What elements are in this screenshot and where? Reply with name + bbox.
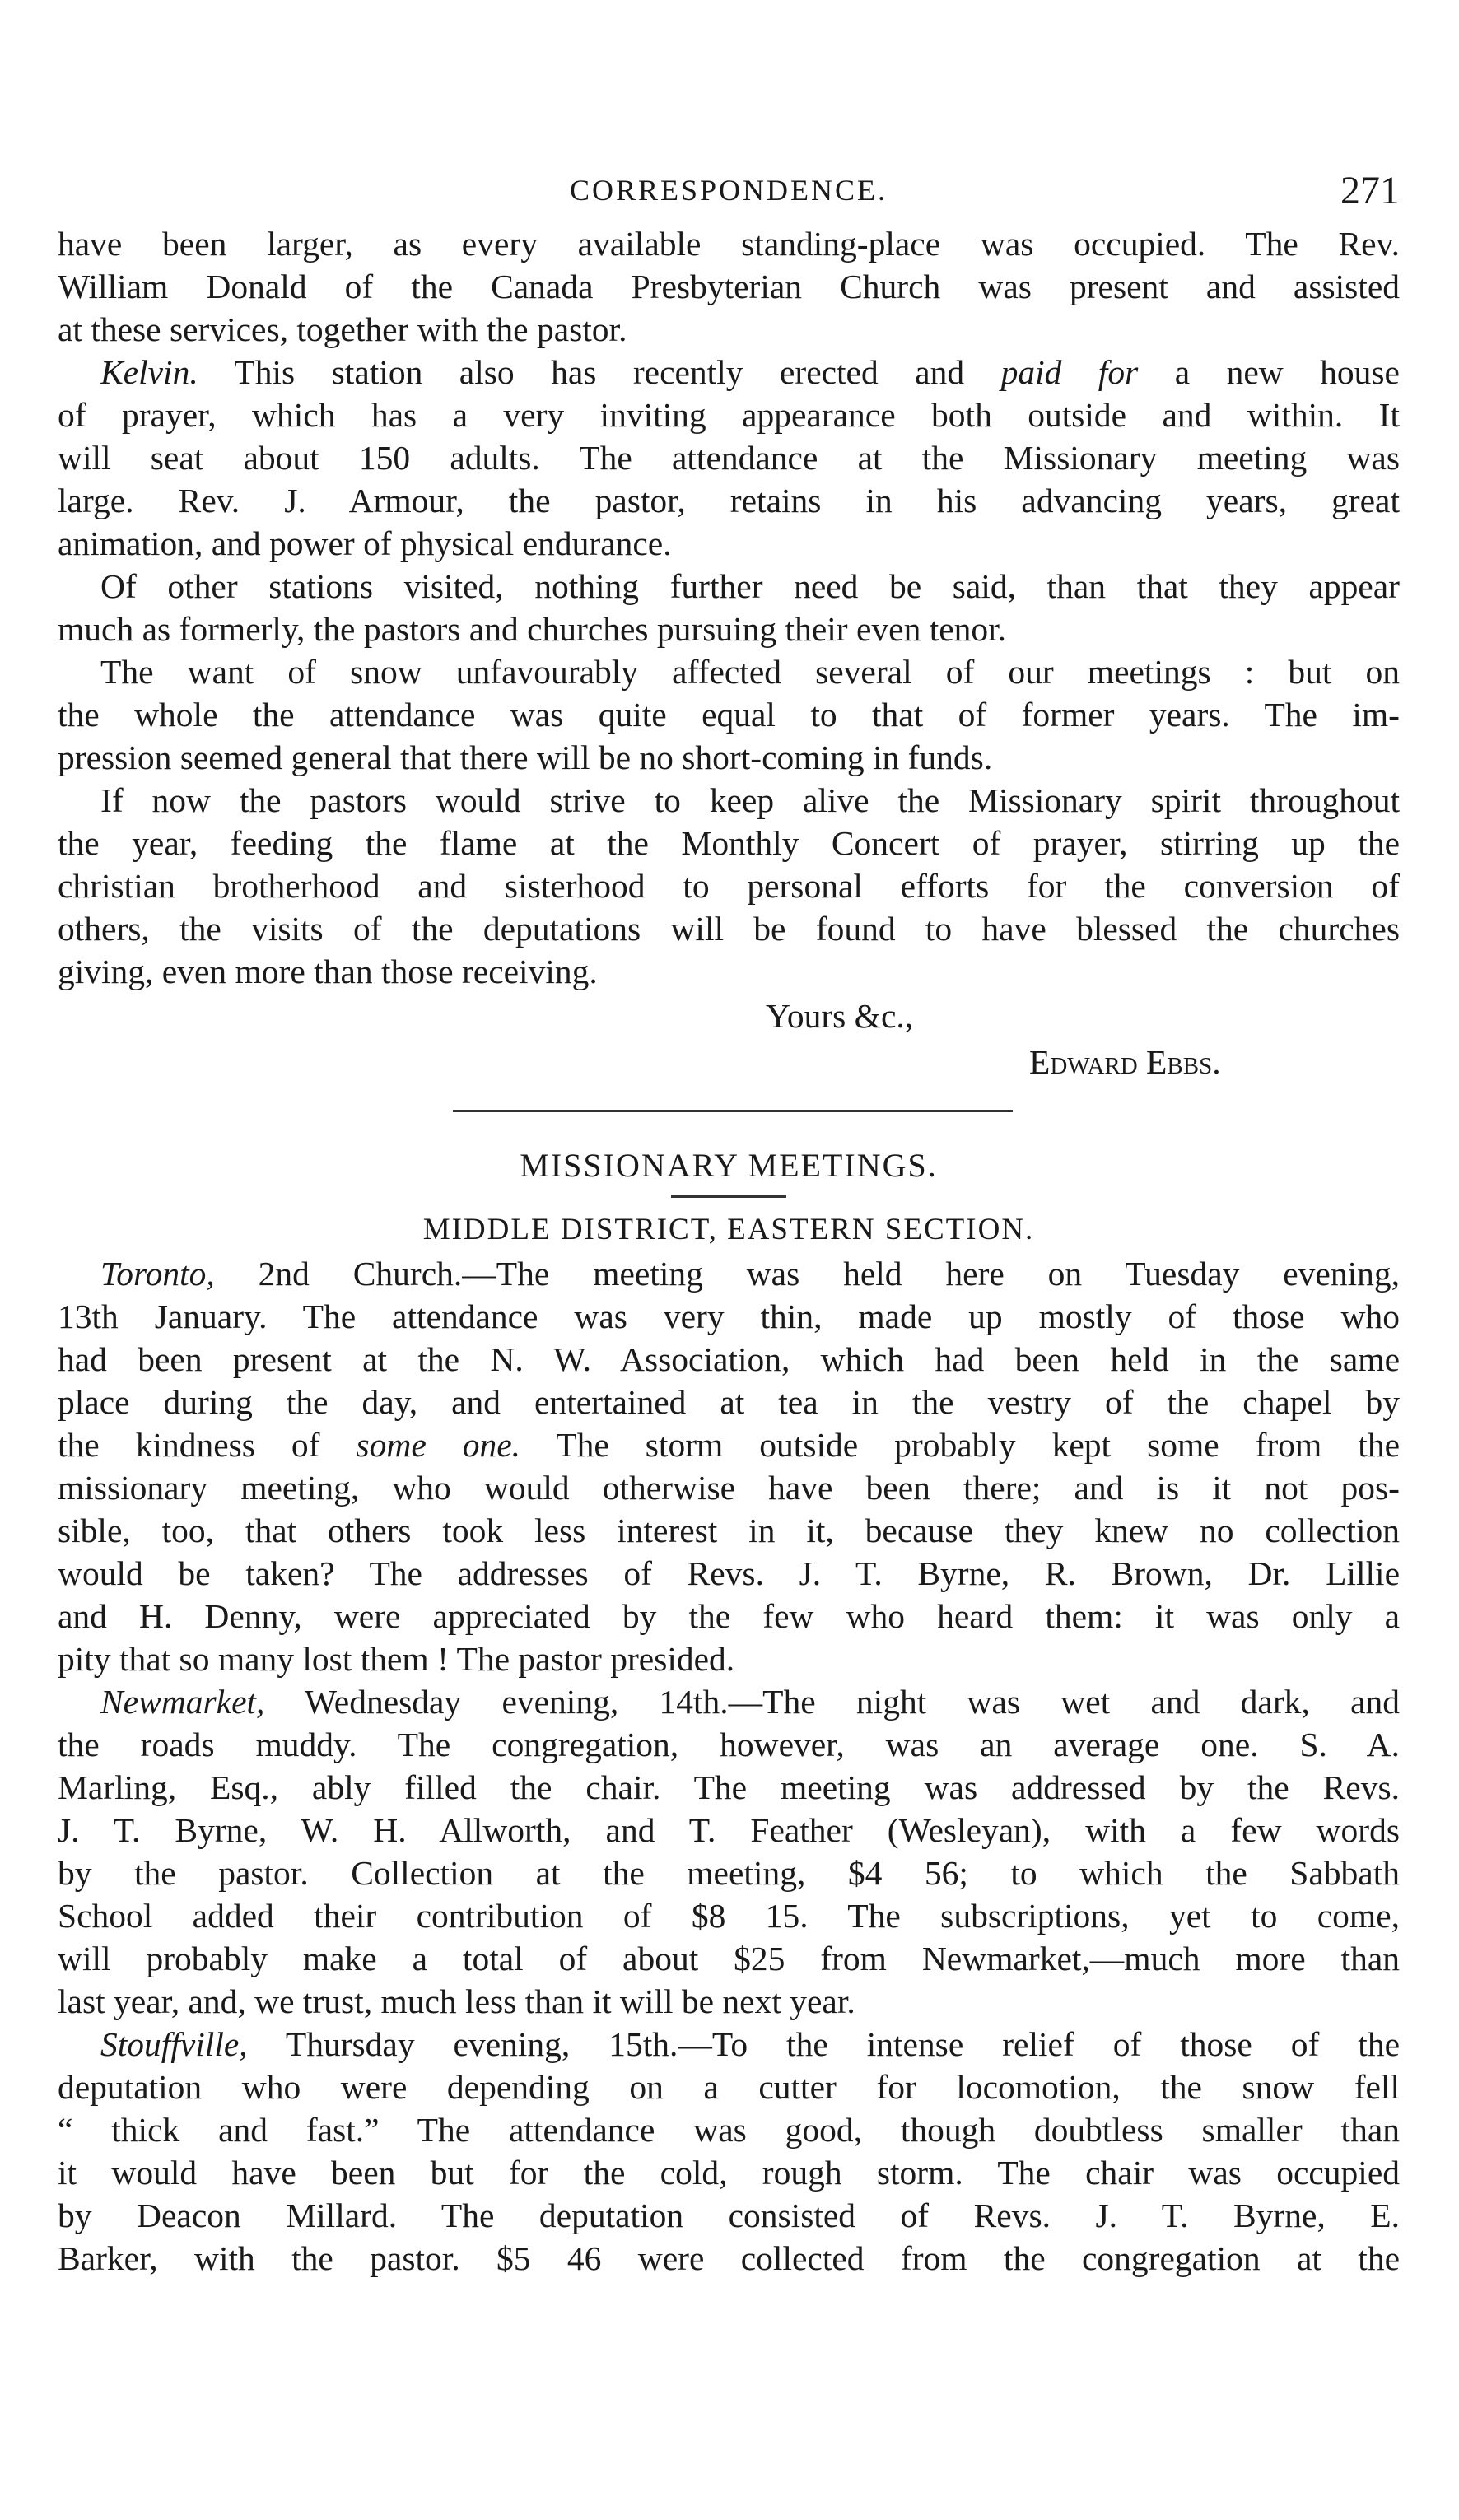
text-line: and H. Denny, were appreciated by the few who heard them: it was only a	[58, 1597, 1400, 1635]
text-line: William Donald of the Canada Presbyterian Church was present and assisted	[58, 268, 1400, 305]
place-name: Toronto,	[100, 1255, 215, 1293]
text-line	[58, 2023, 1400, 2066]
text-line: animation, and power of physical endurance.	[58, 524, 672, 562]
text-line: had been present at the N. W. Association, which had been held in the same	[58, 1340, 1400, 1378]
text-line: sible, too, that others took less interest in it, because they knew no collection	[58, 1512, 1400, 1549]
subsection-title: MIDDLE DISTRICT, EASTERN SECTION.	[422, 1213, 1035, 1246]
text-line: would be taken? The addresses of Revs. J. T. Byrne, R. Brown, Dr. Lillie	[58, 1554, 1400, 1592]
text-line: 13th January. The attendance was very thin, made up mostly of those who	[58, 1297, 1400, 1335]
text-line: will seat about 150 adults. The attendance at the Missionary meeting was	[58, 439, 1400, 477]
text-line: it would have been but for the cold, rough storm. The chair was occupied	[58, 2154, 1400, 2192]
paragraph-missionary-spirit	[58, 779, 1400, 993]
text-line: the roads muddy. The congregation, however, was an average one. S. A.	[58, 1726, 1400, 1763]
text-run: 2nd Church.—The meeting was held here on Tuesday evening,	[214, 1255, 1400, 1293]
paragraph-toronto	[58, 1252, 1400, 1680]
text-line: deputation who were depending on a cutter for locomotion, the snow fell	[58, 2068, 1400, 2106]
text-line: J. T. Byrne, W. H. Allworth, and T. Feather (Wesleyan), with a few words	[58, 1811, 1400, 1849]
text-line	[58, 351, 1400, 394]
text-line: will probably make a total of about $25 from Newmarket,—much more than	[58, 1940, 1400, 1977]
emphasis: paid for	[1000, 353, 1139, 391]
text-line: Marling, Esq., ably filled the chair. The meeting was addressed by the Revs.	[58, 1768, 1400, 1806]
place-name: Newmarket,	[100, 1683, 265, 1721]
text-line: The want of snow unfavourably affected several of our meetings : but on	[100, 653, 1400, 691]
text-line	[58, 1252, 1400, 1295]
text-line: School added their contribution of $8 15. The subscriptions, yet to come,	[58, 1897, 1400, 1935]
paragraph-newmarket	[58, 1680, 1400, 2023]
text-line: much as formerly, the pastors and churches pursuing their even tenor.	[58, 610, 1007, 648]
text-run: a new house	[1138, 353, 1400, 391]
section-title: MISSIONARY MEETINGS.	[520, 1147, 938, 1184]
page-number: 271	[1340, 169, 1400, 212]
text-line: pity that so many lost them ! The pastor presided.	[58, 1640, 735, 1678]
text-line	[58, 1680, 1400, 1723]
text-line: by Deacon Millard. The deputation consisted of Revs. J. T. Byrne, E.	[58, 2196, 1400, 2234]
text-line: Barker, with the pastor. $5 46 were collected from the congregation at the	[58, 2239, 1400, 2277]
signature: Edward Ebbs.	[1029, 1043, 1221, 1081]
text-line: missionary meeting, who would otherwise have been there; and is it not pos-	[58, 1469, 1400, 1507]
text-line: giving, even more than those receiving.	[58, 953, 598, 990]
text-line: at these services, together with the pastor.	[58, 310, 627, 348]
text-line: others, the visits of the deputations will be found to have blessed the churches	[58, 910, 1400, 948]
text-run: Thursday evening, 15th.—To the intense relief of those of the	[247, 2025, 1400, 2063]
title-rule	[671, 1195, 786, 1198]
text-line: place during the day, and entertained at tea in the vestry of the chapel by	[58, 1383, 1400, 1421]
paragraph-stouffville	[58, 2023, 1400, 2280]
text-run: Wednesday evening, 14th.—The night was wet and dark, and	[264, 1683, 1400, 1721]
text-run: the kindness of	[58, 1426, 357, 1464]
place-name: Stouffville,	[100, 2025, 248, 2063]
text-line: last year, and, we trust, much less than it will be next year.	[58, 1982, 855, 2020]
text-line: have been larger, as every available standing-place was occupied. The Rev.	[58, 225, 1400, 263]
emphasis: some one.	[356, 1426, 521, 1464]
text-line: If now the pastors would strive to keep alive the Missionary spirit throughout	[100, 781, 1400, 819]
page-header	[58, 169, 1400, 222]
text-line: of prayer, which has a very inviting appearance both outside and within. It	[58, 396, 1400, 434]
text-line: the whole the attendance was quite equal to that of former years. The im-	[58, 696, 1400, 734]
closing: Yours &c.,	[766, 997, 914, 1035]
text-line: the year, feeding the flame at the Monthly Concert of prayer, stirring up the	[58, 824, 1400, 862]
section-divider	[58, 1085, 1400, 1134]
paragraph-other-stations	[58, 565, 1400, 650]
text-line: pression seemed general that there will be no short-coming in funds.	[58, 738, 993, 776]
running-head: CORRESPONDENCE.	[569, 174, 888, 207]
page	[58, 169, 1400, 2280]
paragraph-snow	[58, 650, 1400, 779]
horizontal-rule	[453, 1110, 1013, 1112]
text-run: The storm outside probably kept some from the	[520, 1426, 1400, 1464]
text-line: christian brotherhood and sisterhood to personal efforts for the conversion of	[58, 867, 1400, 905]
place-name: Kelvin.	[100, 353, 198, 391]
text-run: This station also has recently erected and	[198, 353, 1001, 391]
paragraph-kelvin	[58, 351, 1400, 565]
text-line: Of other stations visited, nothing further need be said, than that they appear	[100, 567, 1400, 605]
text-line	[58, 1423, 1400, 1466]
text-line: by the pastor. Collection at the meeting, $4 56; to which the Sabbath	[58, 1854, 1400, 1892]
paragraph-continuation	[58, 222, 1400, 351]
text-line: large. Rev. J. Armour, the pastor, retains in his advancing years, great	[58, 482, 1400, 519]
letter-signoff	[58, 993, 1400, 1085]
text-line: “ thick and fast.” The attendance was good, though doubtless smaller than	[58, 2111, 1400, 2149]
